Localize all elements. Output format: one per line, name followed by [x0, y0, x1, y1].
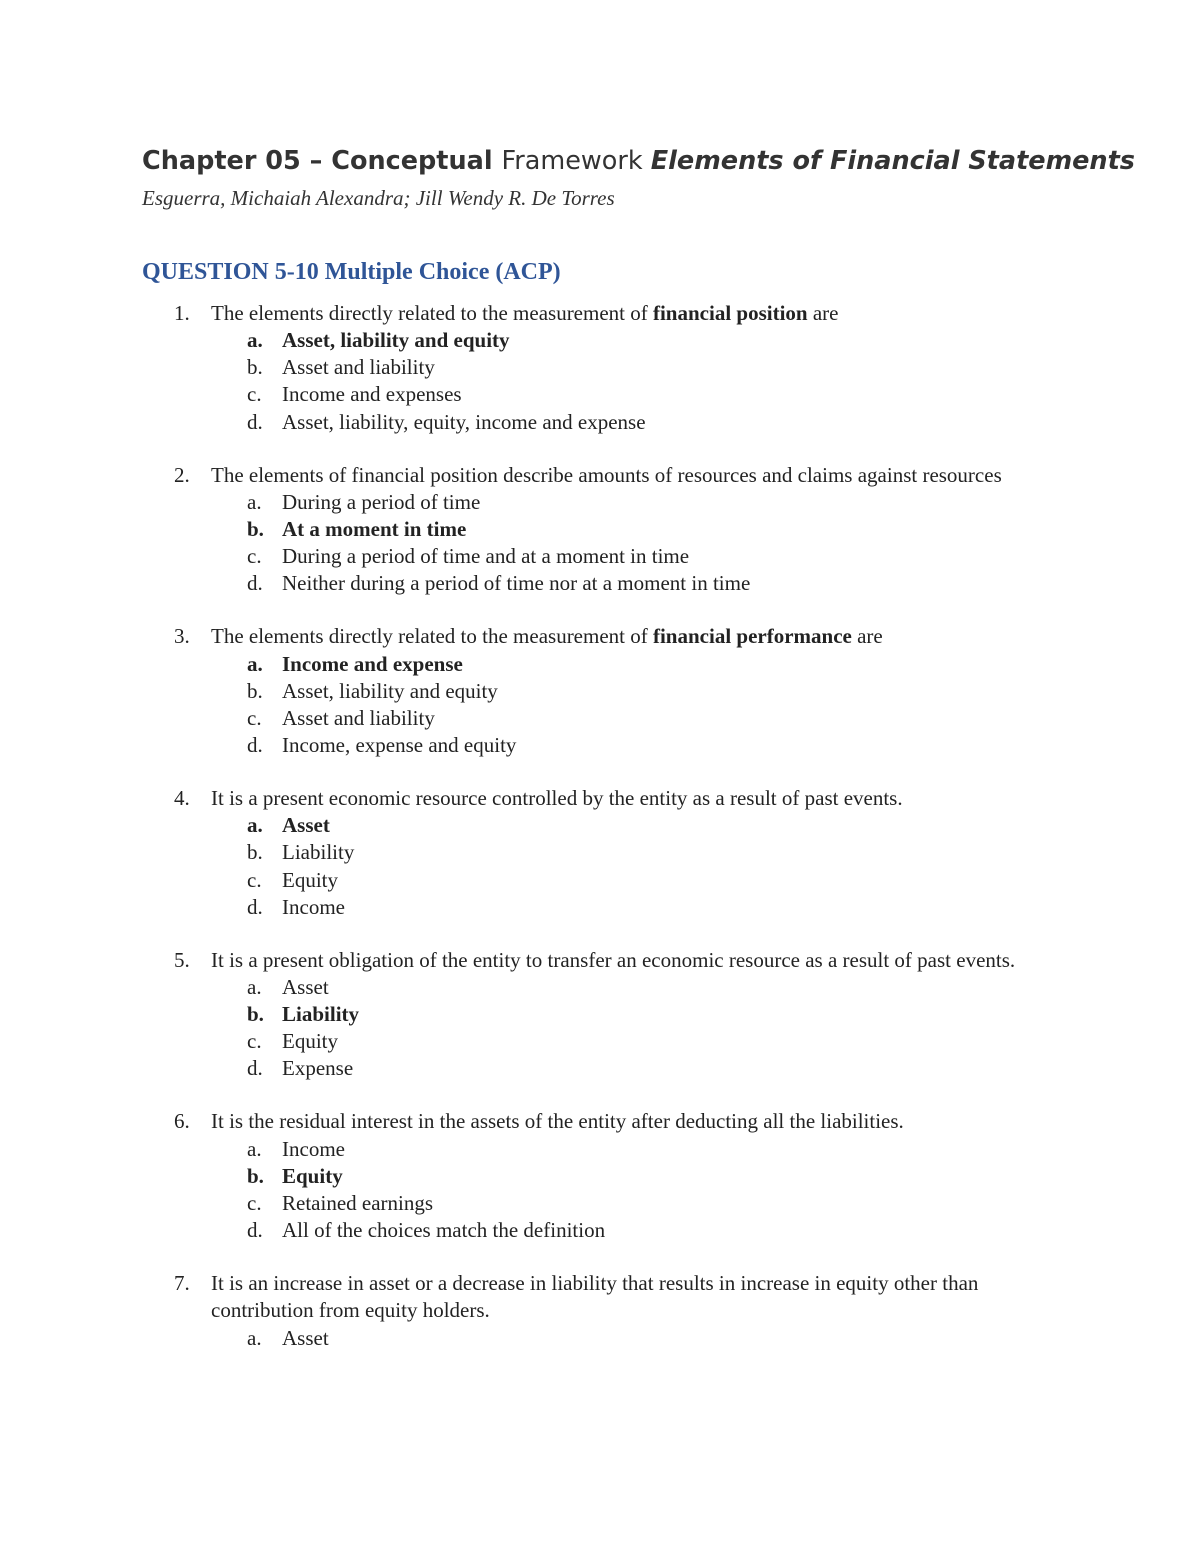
option-letter: a.	[247, 489, 262, 514]
question-number: 3.	[174, 624, 190, 649]
option-letter: a.	[247, 813, 263, 838]
option-text: Retained earnings	[282, 1190, 434, 1215]
option-text: Asset, liability and equity	[282, 328, 510, 353]
option-d	[0, 1217, 1200, 1244]
question-4	[0, 785, 1200, 921]
section-header: QUESTION 5-10 Multiple Choice (ACP)	[142, 259, 561, 285]
option-letter: d.	[247, 1217, 263, 1242]
option-a-correct	[0, 651, 1200, 678]
option-a	[0, 1325, 1200, 1352]
question-number: 5.	[174, 947, 190, 972]
question-text-emphasis: financial performance	[652, 624, 852, 649]
question-text-part: The elements directly related to the measurement of	[211, 301, 653, 325]
option-text: Income	[282, 894, 345, 919]
option-letter: d.	[247, 732, 263, 757]
question-list	[0, 300, 1200, 1378]
question-number: 7.	[174, 1271, 190, 1296]
question-number: 4.	[174, 786, 190, 811]
option-text: All of the choices match the definition	[282, 1217, 606, 1242]
option-a	[0, 1136, 1200, 1163]
question-number: 2.	[174, 462, 190, 487]
option-letter: b.	[247, 1163, 264, 1188]
question-text	[0, 1108, 1200, 1135]
option-text: Income and expense	[282, 651, 463, 676]
option-b	[0, 354, 1200, 381]
option-letter: c.	[247, 382, 262, 407]
title-part-chapter: Chapter 05 – Conceptual	[142, 146, 502, 176]
option-letter: a.	[247, 1325, 262, 1350]
option-d	[0, 894, 1200, 921]
option-a	[0, 974, 1200, 1001]
option-text: Asset, liability and equity	[282, 678, 498, 703]
option-letter: a.	[247, 1136, 262, 1161]
option-a	[0, 489, 1200, 516]
option-text: Equity	[282, 1029, 338, 1054]
option-text: Income and expenses	[282, 382, 462, 407]
question-text-emphasis: financial position	[652, 301, 808, 325]
chapter-title	[142, 141, 1135, 181]
option-letter: c.	[247, 1029, 262, 1054]
question-number: 1.	[174, 301, 190, 325]
question-text	[0, 300, 1200, 327]
option-b-correct	[0, 1001, 1200, 1028]
option-text: Neither during a period of time nor at a moment in time	[282, 571, 751, 596]
option-c	[0, 867, 1200, 894]
option-text: During a period of time	[282, 489, 481, 514]
option-letter: d.	[247, 894, 263, 919]
option-c	[0, 543, 1200, 570]
option-text: Liability	[282, 840, 355, 865]
option-text: Income, expense and equity	[282, 732, 517, 757]
option-letter: b.	[247, 840, 263, 865]
option-letter: a.	[247, 651, 263, 676]
question-text	[0, 1270, 1200, 1325]
question-text-part: It is a present economic resource controlled by the entity as a result of past events.	[211, 786, 903, 811]
option-letter: d.	[247, 409, 263, 434]
option-letter: c.	[247, 1190, 262, 1215]
question-text-part: The elements of financial position describe amounts of resources and claims against resources	[211, 462, 1002, 487]
question-2	[0, 462, 1200, 598]
question-text	[0, 785, 1200, 812]
option-letter: b.	[247, 517, 264, 542]
option-d	[0, 409, 1200, 436]
option-text: Asset and liability	[282, 705, 435, 730]
option-text: At a moment in time	[282, 517, 467, 542]
option-text: Income	[282, 1136, 345, 1161]
option-d	[0, 732, 1200, 759]
question-6	[0, 1108, 1200, 1244]
option-letter: b.	[247, 1002, 264, 1027]
option-b-correct	[0, 1163, 1200, 1190]
option-text: Asset	[282, 974, 329, 999]
question-text	[0, 947, 1200, 974]
question-3	[0, 623, 1200, 759]
option-b	[0, 678, 1200, 705]
option-letter: a.	[247, 974, 262, 999]
question-1	[0, 300, 1200, 436]
question-text	[0, 462, 1200, 489]
option-b-correct	[0, 516, 1200, 543]
question-text-part: It is an increase in asset or a decrease in liability that results in increase in equity other than contribution from equity holders.	[211, 1271, 979, 1323]
option-text: Expense	[282, 1056, 354, 1081]
option-a-correct	[0, 327, 1200, 354]
option-text: Equity	[282, 867, 338, 892]
question-text-part: are	[851, 624, 883, 649]
question-7	[0, 1270, 1200, 1352]
option-text: Equity	[282, 1163, 343, 1188]
option-letter: d.	[247, 571, 263, 596]
option-letter: d.	[247, 1056, 263, 1081]
option-c	[0, 1190, 1200, 1217]
option-letter: b.	[247, 355, 263, 380]
question-text-part: are	[807, 301, 839, 325]
option-c	[0, 705, 1200, 732]
option-b	[0, 839, 1200, 866]
question-text	[0, 623, 1200, 650]
option-letter: c.	[247, 705, 262, 730]
question-text-part: It is the residual interest in the assets of the entity after deducting all the liabilities.	[211, 1109, 904, 1134]
option-letter: c.	[247, 867, 262, 892]
question-number: 6.	[174, 1109, 190, 1134]
option-text: Asset	[282, 813, 330, 838]
question-text-part: The elements directly related to the measurement of	[211, 624, 653, 649]
option-a-correct	[0, 812, 1200, 839]
title-part-framework: Framework	[501, 146, 651, 176]
option-letter: b.	[247, 678, 263, 703]
option-c	[0, 381, 1200, 408]
option-letter: a.	[247, 328, 263, 353]
option-text: Liability	[282, 1002, 360, 1027]
question-5	[0, 947, 1200, 1083]
option-d	[0, 1055, 1200, 1082]
option-text: Asset	[282, 1325, 329, 1350]
authors-line: Esguerra, Michaiah Alexandra; Jill Wendy R. De Torres	[142, 186, 615, 210]
option-text: Asset and liability	[282, 355, 435, 380]
option-letter: c.	[247, 544, 262, 569]
option-text: During a period of time and at a moment in time	[282, 544, 690, 569]
title-part-elements: Elements of Financial Statements	[650, 146, 1135, 176]
option-d	[0, 570, 1200, 597]
question-text-part: It is a present obligation of the entity to transfer an economic resource as a result of past events.	[211, 947, 1016, 972]
option-c	[0, 1028, 1200, 1055]
option-text: Asset, liability, equity, income and expense	[282, 409, 646, 434]
